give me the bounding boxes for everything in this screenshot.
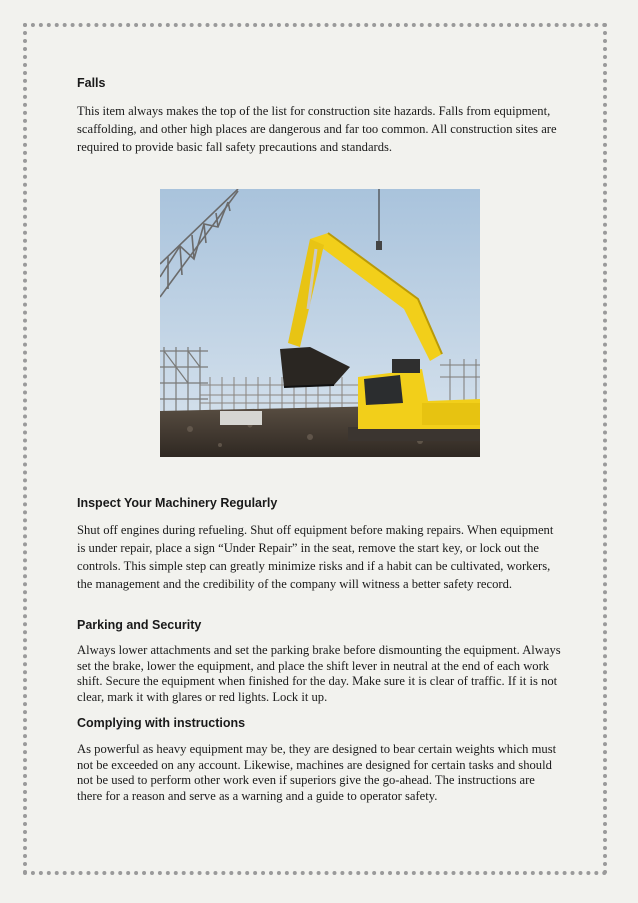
inspect-heading: Inspect Your Machinery Regularly (77, 496, 278, 510)
parking-paragraph: Always lower attachments and set the parking brake before dismounting the equipment. Always set the brake, lower the equipment, and place the shift lever in neutral at the end of each work shift. Secure the equipment when finished for the day. Make sure it is clear of traffic. If it is not clear, mark it with glares or red lights. Lock it up. (77, 643, 561, 704)
complying-paragraph: As powerful as heavy equipment may be, they are designed to bear certain weights which must not be exceeded on any account. Likewise, machines are designed for certain tasks and should not be used to perform other work even if superiors give the go-ahead. The instructions are there for a reason and serve as a warning and a guide to operator safety. (77, 742, 557, 803)
falls-heading: Falls (77, 76, 106, 90)
complying-heading: Complying with instructions (77, 716, 246, 730)
falls-paragraph: This item always makes the top of the list for construction site hazards. Falls from equipment, scaffolding, and other high places are dangerous and far too common. All construction sites are required to provide basic fall safety precautions and standards. (77, 104, 557, 154)
inspect-paragraph: Shut off engines during refueling. Shut off equipment before making repairs. When equipment is under repair, place a sign “Under Repair” in the seat, remove the start key, or lock out the controls. This simple step can greatly minimize risks and if a habit can be cultivated, workers, the management and the credibility of the company will witness a better safety record. (77, 523, 554, 591)
excavator-photo (160, 189, 480, 457)
parking-heading: Parking and Security (77, 618, 202, 632)
